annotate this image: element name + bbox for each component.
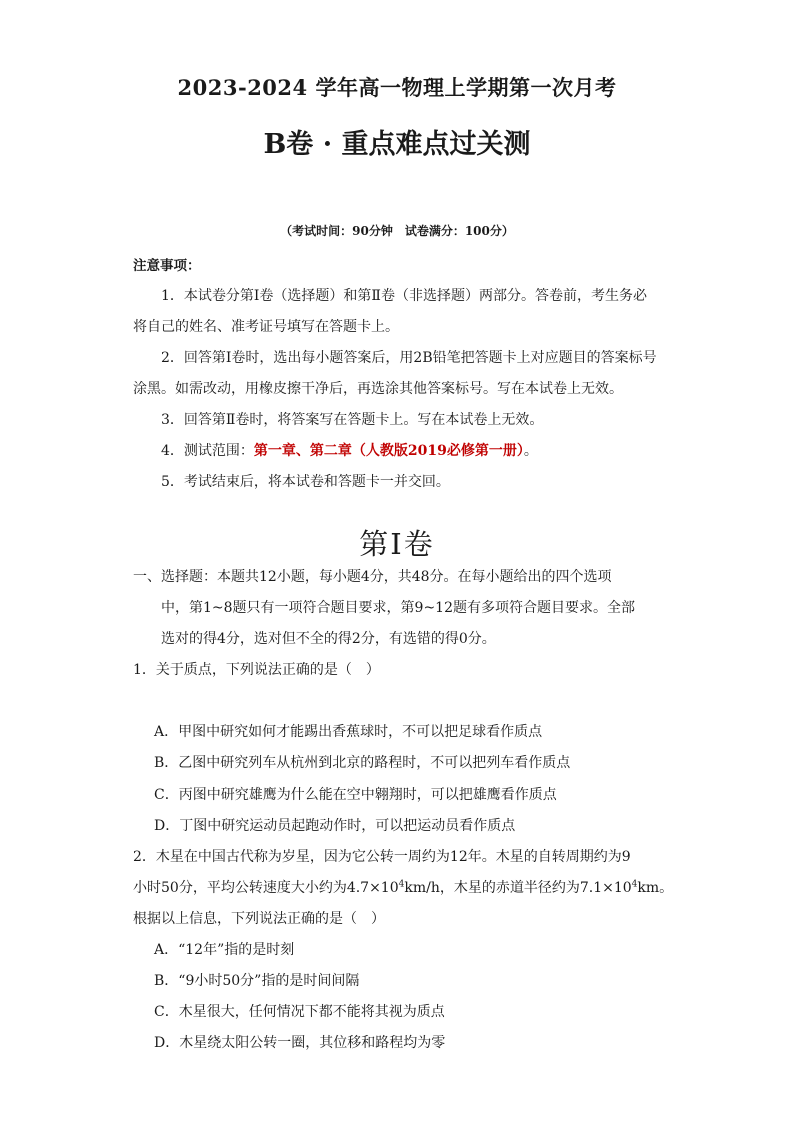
exam-info: （考试时间：90分钟 试卷满分：100分） (280, 224, 514, 238)
notice-item-4-prefix: 4．测试范围： (161, 443, 254, 459)
notice-item-4 (161, 441, 538, 461)
notice-item-5: 5．考试结束后，将本试卷和答题卡一并交回。 (161, 474, 450, 490)
notice-item-1-line-1: 1．本试卷分第Ⅰ卷（选择题）和第Ⅱ卷（非选择题）两部分。答卷前，考生务必 (161, 288, 647, 304)
notice-item-2-line-2: 涂黑。如需改动，用橡皮擦干净后，再选涂其他答案标号。写在本试卷上无效。 (133, 381, 623, 397)
notice-heading: 注意事项： (133, 258, 201, 274)
question-1-option-d: D．丁图中研究运动员起跑动作时，可以把运动员看作质点 (154, 818, 516, 834)
section-title: 第Ⅰ卷 (359, 527, 435, 561)
question-2-option-b: B．“9小时50分”指的是时间间隔 (154, 973, 360, 989)
question-2-stem-line-3: 根据以上信息，下列说法正确的是（ ） (133, 911, 385, 927)
section-intro-line-1: 一、选择题：本题共12小题，每小题4分，共48分。在每小题给出的四个选项 (133, 569, 612, 585)
question-2-option-a: A．“12年”指的是时刻 (154, 942, 295, 958)
exponent: 4 (631, 879, 638, 890)
question-2-stem-line-2 (133, 878, 673, 898)
question-2-stem-part-b: km/h，木星的赤道半径约为7.1×10 (404, 880, 632, 896)
notice-item-2-line-1: 2．回答第Ⅰ卷时，选出每小题答案后，用2B铅笔把答题卡上对应题目的答案标号 (161, 350, 657, 366)
notice-item-4-suffix: 。 (523, 443, 538, 459)
question-2-stem-part-a: 小时50分，平均公转速度大小约为4.7×10 (133, 880, 399, 896)
question-1-option-b: B．乙图中研究列车从杭州到北京的路程时，不可以把列车看作质点 (154, 755, 571, 771)
notice-item-1-line-2: 将自己的姓名、准考证号填写在答题卡上。 (133, 319, 399, 335)
exam-subtitle: B卷 · 重点难点过关测 (263, 129, 531, 160)
question-2-stem-part-c: km。 (637, 880, 674, 896)
exam-title: 2023-2024 学年高一物理上学期第一次月考 (177, 75, 617, 100)
question-2-option-c: C．木星很大，任何情况下都不能将其视为质点 (154, 1004, 445, 1020)
test-scope: 第一章、第二章（人教版2019必修第一册） (253, 443, 524, 459)
question-2-option-d: D．木星绕太阳公转一圈，其位移和路程均为零 (154, 1035, 446, 1051)
question-2-stem-line-1: 2．木星在中国古代称为岁星，因为它公转一周约为12年。木星的自转周期约为9 (133, 849, 631, 865)
section-intro-line-2: 中，第1~8题只有一项符合题目要求，第9~12题有多项符合题目要求。全部 (161, 600, 635, 616)
question-1-stem: 1．关于质点，下列说法正确的是（ ） (133, 662, 380, 678)
notice-item-3: 3．回答第Ⅱ卷时，将答案写在答题卡上。写在本试卷上无效。 (161, 412, 544, 428)
exponent: 4 (398, 879, 405, 890)
question-1-option-c: C．丙图中研究雄鹰为什么能在空中翱翔时，可以把雄鹰看作质点 (154, 787, 557, 803)
section-intro-line-3: 选对的得4分，选对但不全的得2分，有选错的得0分。 (161, 631, 496, 647)
question-1-option-a: A．甲图中研究如何才能踢出香蕉球时，不可以把足球看作质点 (154, 724, 543, 740)
